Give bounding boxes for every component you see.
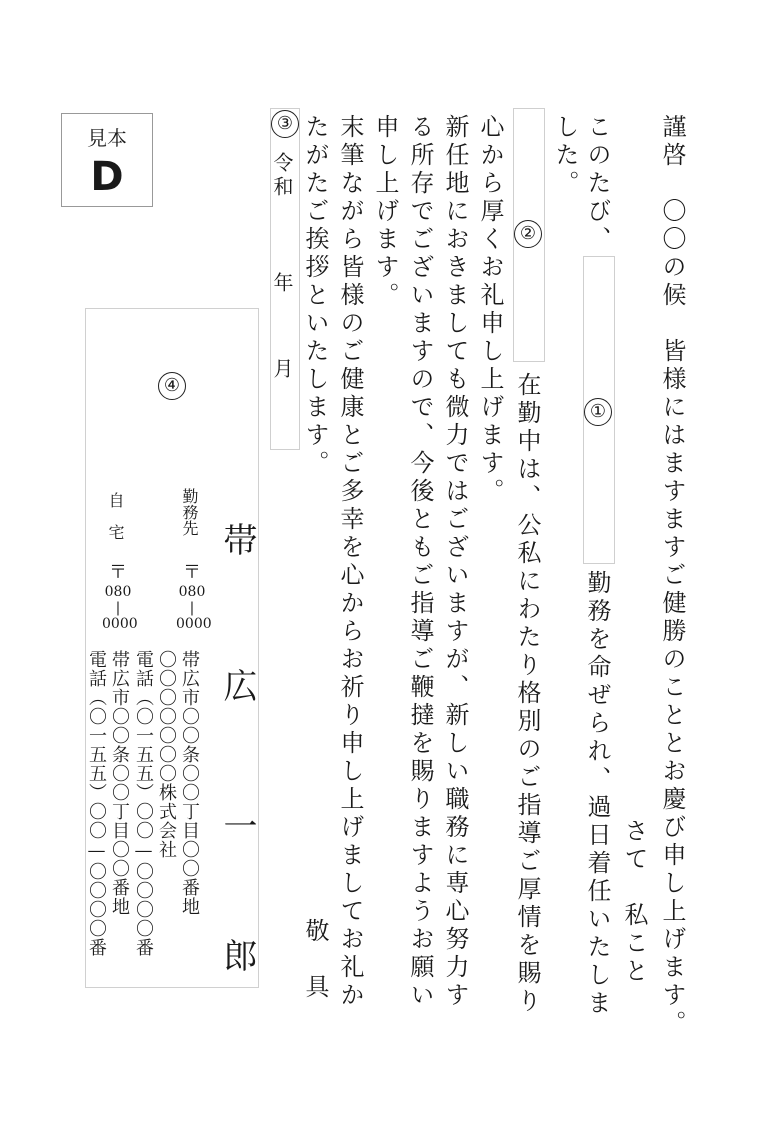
letter-line-6: 心から厚くお礼申し上げます。 xyxy=(476,114,504,506)
sample-letter: D xyxy=(90,154,124,200)
home-postal-mark: 〒 xyxy=(106,562,127,581)
sample-label: 見本 xyxy=(87,126,127,150)
letter-line-8: る所存でございますので、今後ともご指導ご鞭撻を賜りますようお願い xyxy=(406,114,434,1010)
work-postal-mark: 〒 xyxy=(180,562,201,581)
work-address: 帯広市〇〇条〇〇丁目〇〇番地 xyxy=(179,650,200,916)
work-postal-1: 080 xyxy=(178,584,206,600)
letter-line-5: 在勤中は、公私にわたり格別のご指導ご厚情を賜り xyxy=(513,372,541,1016)
home-postal-sep: | xyxy=(115,600,121,616)
marker-4: ④ xyxy=(158,372,186,400)
sender-name-2: 広 xyxy=(217,668,257,702)
work-postal-sep: | xyxy=(189,600,195,616)
letter-line-3-head: このたび、 xyxy=(583,114,611,254)
date-era: 令和 xyxy=(270,152,294,200)
sender-name-3: 一 xyxy=(217,808,257,842)
letter-line-11: たがたご挨拶といたします。 xyxy=(301,114,329,478)
home-phone: 電話（〇一五五）〇〇—〇〇〇〇番 xyxy=(86,650,107,957)
letter-line-4: した。 xyxy=(551,114,579,198)
work-company: 〇〇〇〇〇〇〇株式会社 xyxy=(156,650,177,859)
home-label: 自 宅 xyxy=(106,492,125,540)
sender-name-1: 帯 xyxy=(217,522,257,556)
work-postal-2: 0000 xyxy=(176,616,212,632)
home-postal-2: 0000 xyxy=(102,616,138,632)
letter-line-10: 末筆ながら皆様のご健康とご多幸を心からお祈り申し上げましてお礼か xyxy=(336,114,364,1010)
letter-line-7: 新任地におきましても微力ではございますが、新しい職務に専心努力す xyxy=(441,114,469,1010)
marker-3: ③ xyxy=(271,110,299,138)
work-label: 勤務先 xyxy=(180,488,199,536)
closing-keigu: 敬 具 xyxy=(301,918,329,1002)
sender-name-4: 郎 xyxy=(217,938,257,972)
home-address: 帯広市〇〇条〇〇丁目〇〇番地 xyxy=(109,650,130,916)
sample-label-box xyxy=(61,113,153,207)
date-month: 月 xyxy=(270,358,294,382)
marker-2: ② xyxy=(514,220,542,248)
letter-line-9: 申し上げます。 xyxy=(371,114,399,310)
work-phone: 電話（〇一五五）〇〇—〇〇〇〇番 xyxy=(133,650,154,957)
marker-1: ① xyxy=(584,398,612,426)
date-year: 年 xyxy=(270,272,294,296)
letter-line-3-tail: 勤務を命ぜられ、過日着任いたしま xyxy=(583,570,611,1018)
letter-line-1: 謹啓 〇〇の候 皆様にはますますご健勝のこととお慶び申し上げます。 xyxy=(658,114,686,1038)
letter-line-2-tail: さて 私こと xyxy=(620,818,648,986)
home-postal-1: 080 xyxy=(104,584,132,600)
